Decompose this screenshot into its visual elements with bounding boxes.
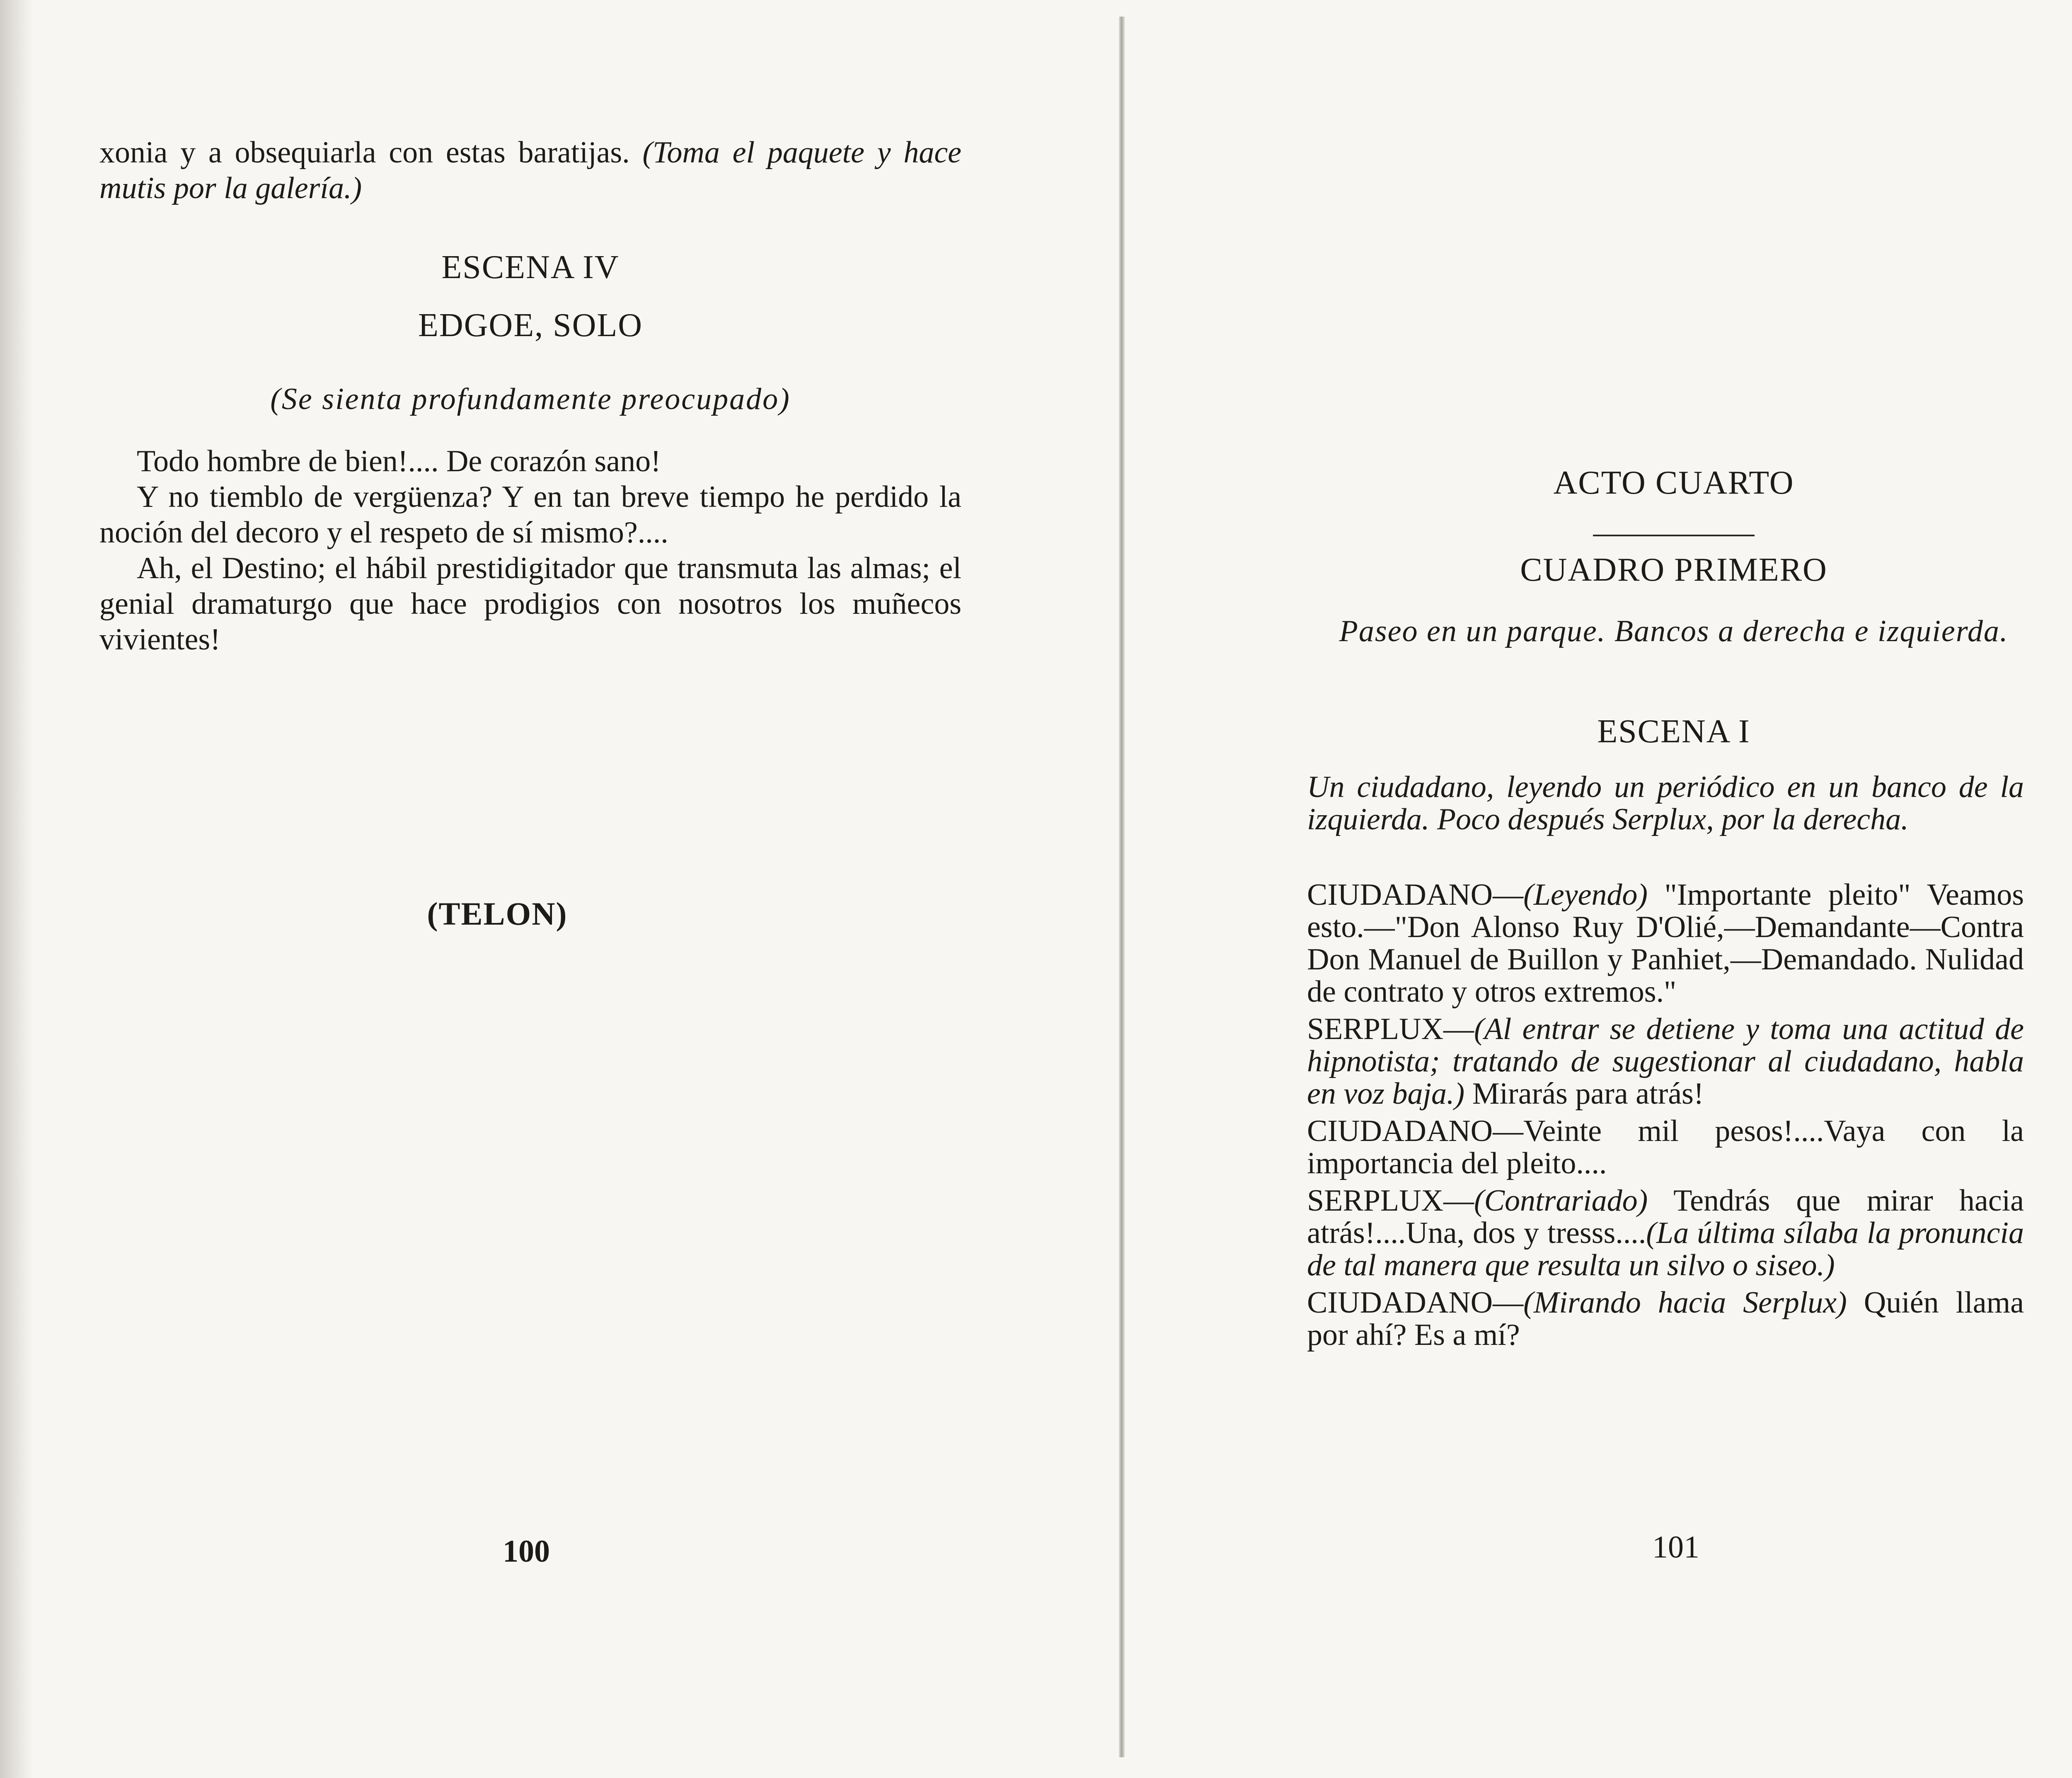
continuation-stage-direction: (Toma el paquete y hace mutis por la galería.) — [99, 136, 962, 205]
spoken-text: Mirarás para atrás! — [1464, 1077, 1704, 1111]
scene-characters: EDGOE, SOLO — [418, 307, 643, 344]
right-page — [1125, 0, 2072, 1778]
dialogue-line — [1307, 1013, 2024, 1110]
dialogue-line — [1307, 1185, 2024, 1281]
scene-description: Un ciudadano, leyendo un periódico en un banco de la izquierda. Poco después Serplux, por la derecha. — [1307, 770, 2024, 836]
act-title: ACTO CUARTO — [1553, 465, 1794, 501]
book-gutter — [1119, 17, 1125, 1757]
scene-title: ESCENA IV — [441, 249, 620, 286]
tableau-title: CUADRO PRIMERO — [1520, 552, 1828, 588]
continuation-text — [99, 135, 961, 206]
dialogue-line — [1307, 879, 2024, 1008]
stage-direction-inline: (Al entrar se detiene y toma una actitud de hipnotista; tratando de sugestionar al ciudadano, habla en voz baja.) — [1307, 1012, 2024, 1111]
speaker-name: CIUDADANO— — [1307, 1114, 1524, 1148]
curtain-text: (TELON) — [427, 896, 568, 932]
continuation-line: xonia y a obsequiarla con estas baratijas. — [99, 136, 630, 170]
dialogue-line — [1307, 1115, 2024, 1180]
speaker-name: SERPLUX— — [1307, 1012, 1474, 1046]
scene-title-right: ESCENA I — [1597, 713, 1750, 750]
spoken-text: Tendrás que mirar hacia atrás!....Una, dos y tresss.... — [1307, 1184, 2024, 1250]
monologue-paragraph: Y no tiemblo de vergüenza? Y en tan breve tiempo he perdido la noción del decoro y el respeto de sí mismo?.... — [99, 480, 961, 550]
monologue-paragraph: Ah, el Destino; el hábil prestidigitador que transmuta las almas; el genial dramaturgo que hace prodigios con nosotros los muñecos vivientes! — [99, 551, 961, 656]
stage-direction-inline: (Leyendo) — [1523, 878, 1648, 912]
monologue — [99, 443, 961, 657]
spoken-text: Quién llama por ahí? Es a mí? — [1307, 1286, 2024, 1352]
title-divider — [1593, 535, 1755, 536]
monologue-paragraph: Todo hombre de bien!.... De corazón sano! — [137, 444, 661, 478]
stage-direction-inline: (Mirando hacia Serplux) — [1523, 1286, 1847, 1320]
spoken-text: Veinte mil pesos!....Vaya con la importancia del pleito.... — [1307, 1114, 2024, 1180]
speaker-name: CIUDADANO— — [1307, 878, 1524, 912]
setting-description: Paseo en un parque. Bancos a derecha e izquierda. — [1339, 614, 2009, 648]
stage-direction: (Se sienta profundamente preocupado) — [270, 382, 791, 416]
stage-direction-inline: (La última sílaba la pronuncia de tal manera que resulta un silvo o siseo.) — [1307, 1216, 2024, 1282]
dialogue — [1307, 879, 2024, 1351]
stage-direction-inline: (Contrariado) — [1474, 1184, 1648, 1218]
speaker-name: CIUDADANO— — [1307, 1286, 1524, 1320]
page-shadow-left — [0, 0, 33, 1778]
left-page — [33, 0, 1119, 1778]
page-number-left: 100 — [503, 1534, 550, 1569]
speaker-name: SERPLUX— — [1307, 1184, 1474, 1218]
dialogue-line — [1307, 1286, 2024, 1351]
page-number-right: 101 — [1652, 1530, 1699, 1565]
spoken-text: "Importante pleito" Veamos esto.—"Don Alonso Ruy D'Olié,—Demandante—Contra Don Manuel de Buillon y Panhiet,—Demandado. Nulidad de contrato y otros extremos." — [1307, 878, 2024, 1009]
